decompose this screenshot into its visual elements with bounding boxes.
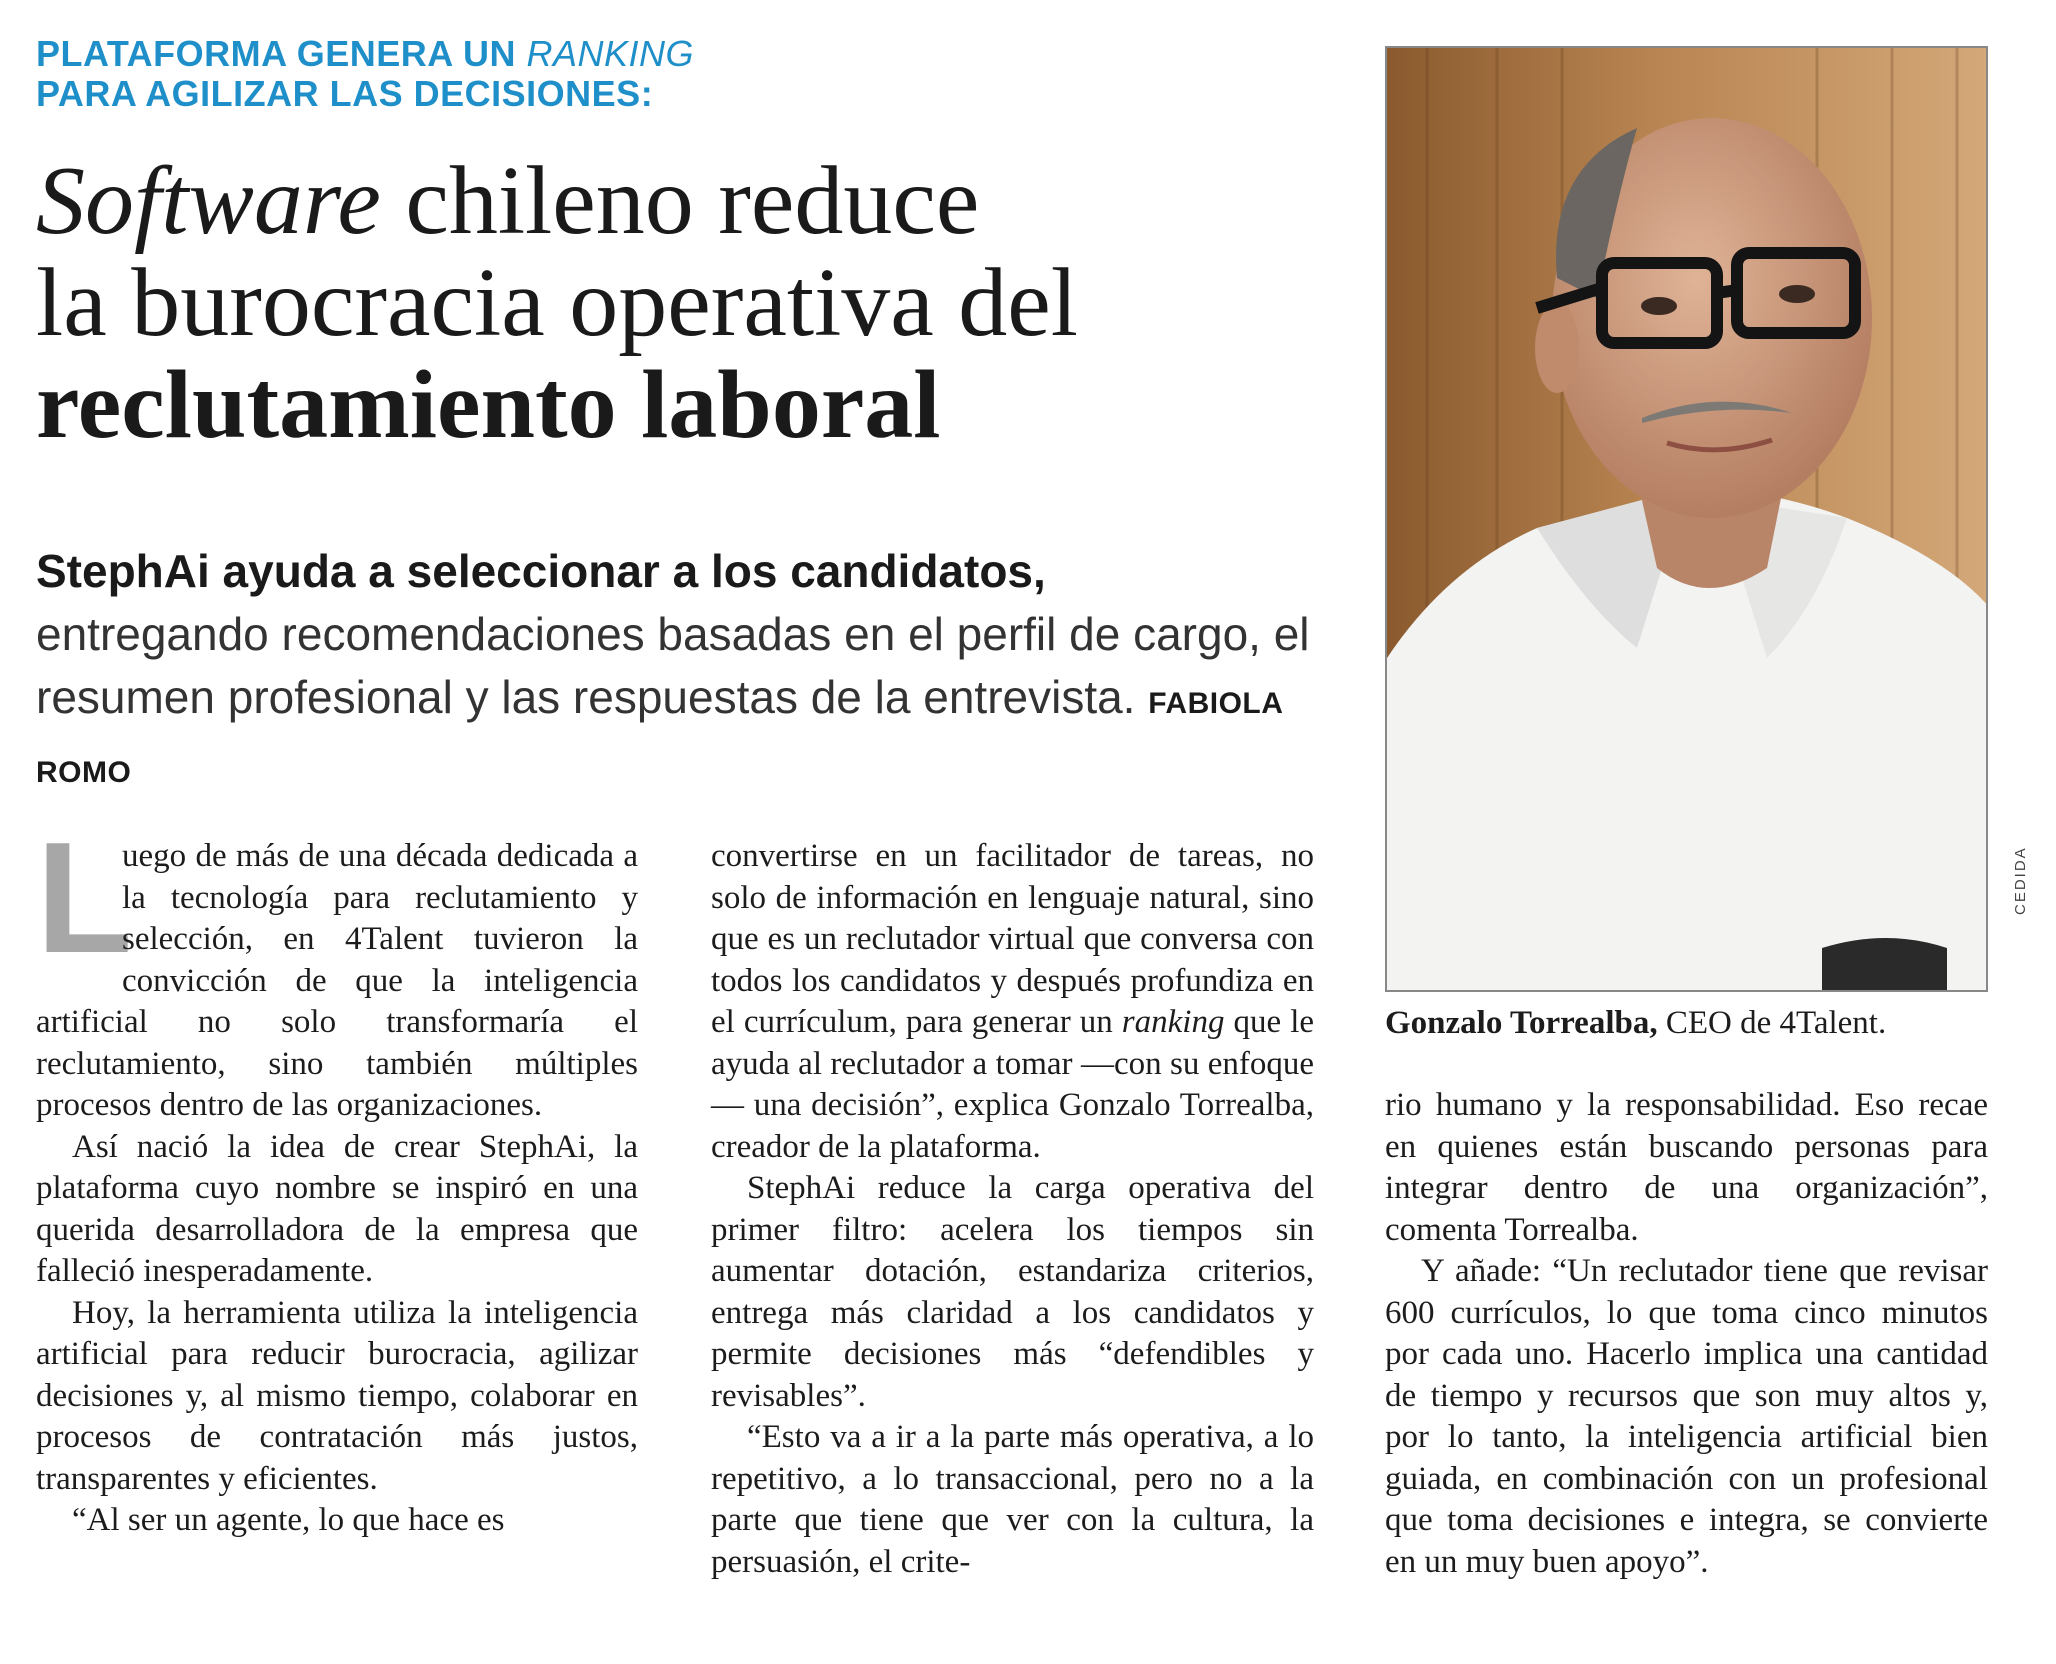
paragraph-1 xyxy=(36,810,638,1127)
headline-line-2: la burocracia operativa del xyxy=(36,249,1079,357)
headline xyxy=(36,147,1336,459)
paragraph-2: Así nació la idea de crear StephAi, la plataforma cuyo nombre se inspiró en una querida desarrolladora de la empresa que falleció inesperadamente. xyxy=(36,1128,638,1289)
headline-line-1-rest: chileno reduce xyxy=(380,147,980,255)
paragraph-1-text: uego de más de una década dedicada a la tecnología para reclutamiento y selección, en 4Talent tuvieron la convicción de que la inteligencia artificial no solo transformaría el reclutamiento, sino también múltiples procesos dentro de las organizaciones. xyxy=(36,838,638,1123)
paragraph-5-text-a: convertirse en un facilitador de tareas, no solo de información en lenguaje natural, sino que es un reclutador virtual que conversa con todos los candidatos y después profundiza en el currículum, para generar un xyxy=(711,838,1314,1040)
kicker-line-1-text: PLATAFORMA GENERA UN xyxy=(36,33,516,74)
kicker xyxy=(36,34,694,114)
deck-lead: StephAi ayuda a seleccionar a los candidatos, xyxy=(36,545,1046,597)
paragraph-4: “Al ser un agente, lo que hace es xyxy=(72,1502,505,1538)
paragraph-5-text-b: que le ayuda al reclutador a tomar —con su enfoque— una decisión”, explica Gonzalo Torrealba, creador de la plataforma. xyxy=(711,1004,1315,1165)
deck-body: entregando recomendaciones basadas en el perfil de cargo, el resumen profesional y las respuestas de la entrevista. xyxy=(36,608,1310,723)
paragraph-9: Y añade: “Un reclutador tiene que revisar 600 currículos, lo que toma cinco minutos por cada uno. Hacerlo implica una cantidad de tiempo y recursos que son muy altos y, por lo tanto, la inteligencia artificial bien guiada, en combinación con un profesional que toma decisiones e integra, se convierte en un muy buen apoyo”. xyxy=(1385,1253,1988,1580)
portrait-photo xyxy=(1385,46,1988,992)
caption-name: Gonzalo Torrealba, xyxy=(1385,1005,1658,1041)
kicker-line-1 xyxy=(36,34,694,74)
paragraph-7: “Esto va a ir a la parte más operativa, a lo repetitivo, a lo transaccional, pero no a la parte que tiene que ver con la cultura, la persuasión, el crite- xyxy=(711,1419,1314,1580)
kicker-italic-word: RANKING xyxy=(526,33,695,74)
portrait-illustration xyxy=(1387,48,1988,992)
photo-caption xyxy=(1385,1003,1988,1043)
byline: FABIOLA ROMO xyxy=(36,687,1283,789)
paragraph-5-italic: ranking xyxy=(1121,1004,1225,1040)
article-column-2 xyxy=(711,836,1314,1583)
paragraph-3: Hoy, la herramienta utiliza la inteligencia artificial para reducir burocracia, agilizar decisiones y, al mismo tiempo, colaborar en procesos de contratación más justos, transparentes y eficientes. xyxy=(36,1294,638,1497)
caption-role: CEO de 4Talent. xyxy=(1657,1005,1887,1041)
paragraph-8: rio humano y la responsabilidad. Eso recae en quienes están buscando personas para integrar dentro de una organización”, comenta Torrealba. xyxy=(1385,1087,1988,1248)
paragraph-6: StephAi reduce la carga operativa del primer filtro: acelera los tiempos sin aumentar dotación, estandariza criterios, entrega más claridad a los candidatos y permite decisiones más “defendibles y revisables”. xyxy=(711,1170,1314,1414)
kicker-line-2: PARA AGILIZAR LAS DECISIONES: xyxy=(36,73,654,114)
paragraph-5 xyxy=(711,836,1314,1168)
headline-italic-word: Software xyxy=(36,147,381,255)
headline-line-3: reclutamiento laboral xyxy=(36,351,941,459)
headline-line-1 xyxy=(36,147,1336,255)
photo-credit: CEDIDA xyxy=(2012,846,2029,915)
article-column-3 xyxy=(1385,1085,1988,1583)
article-column-1 xyxy=(36,810,638,1542)
dropcap: L xyxy=(36,810,133,986)
deck xyxy=(36,540,1326,804)
